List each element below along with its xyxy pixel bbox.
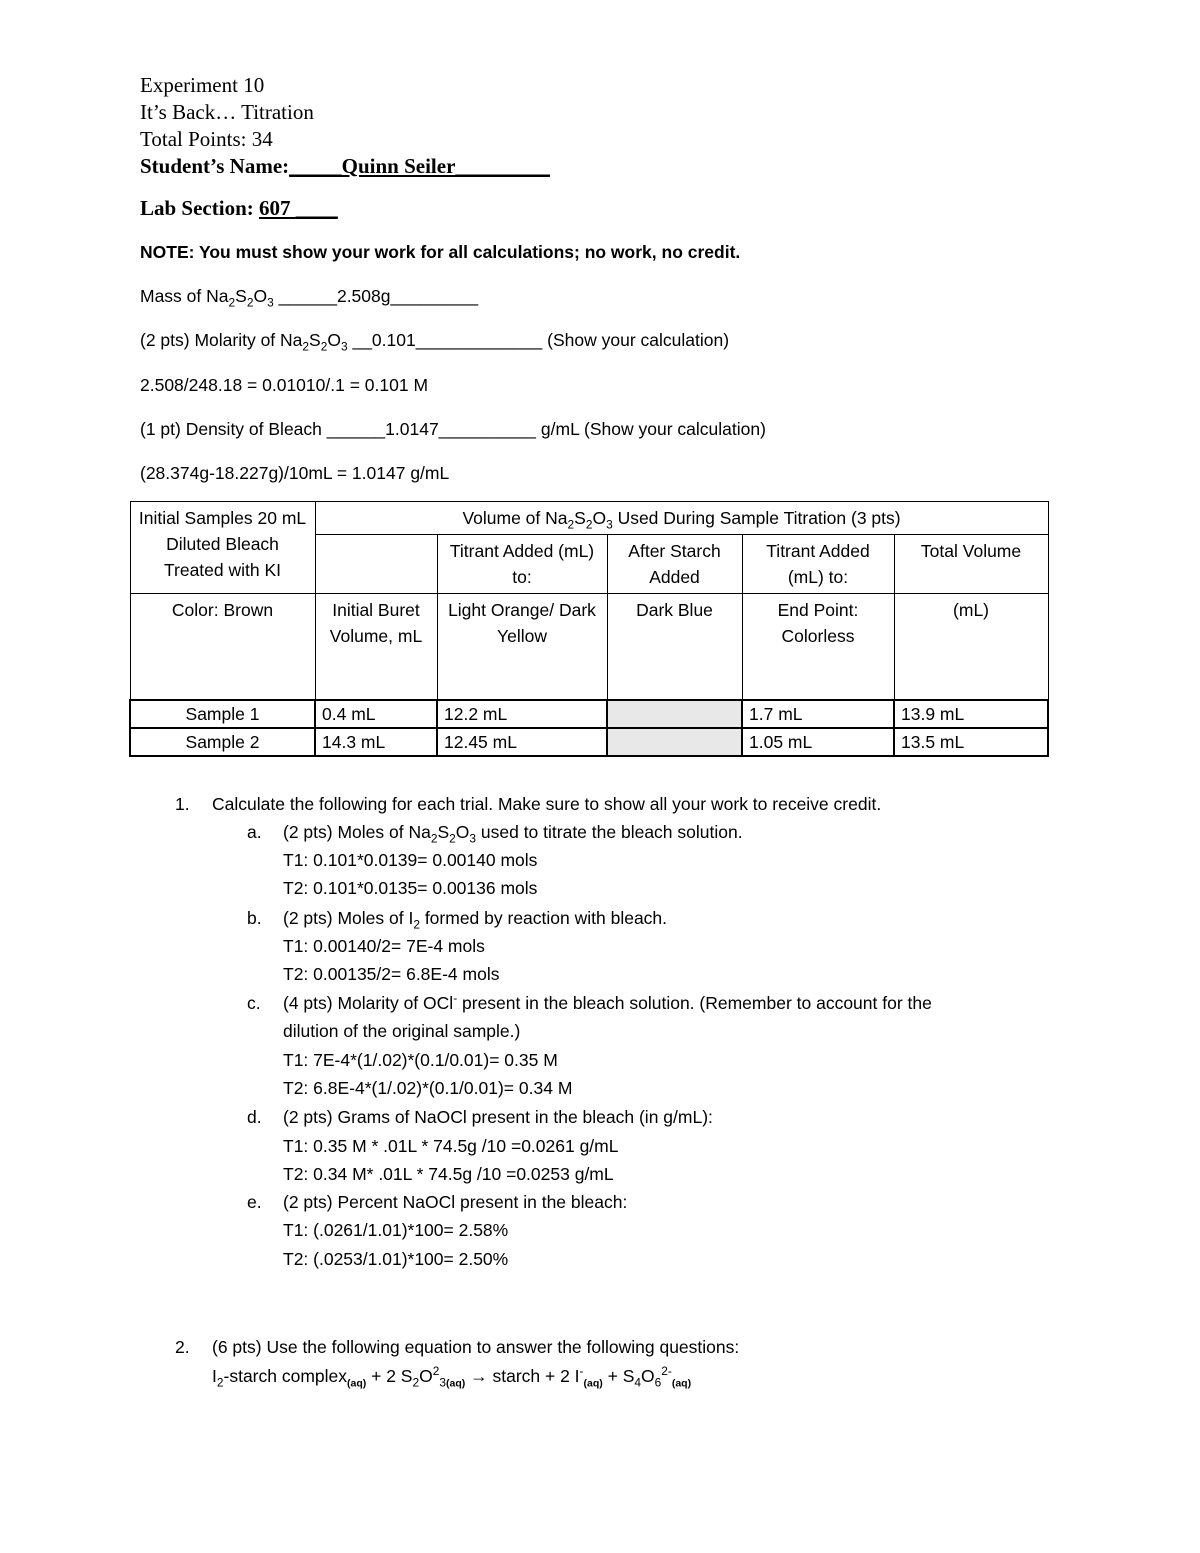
experiment-subtitle: It’s Back… Titration	[140, 100, 314, 124]
total-volume: 13.5 mL	[894, 728, 1048, 756]
col-total-volume: Total Volume	[894, 535, 1048, 594]
qc-letter: c.	[247, 993, 261, 1013]
table-color-row	[130, 594, 1048, 700]
density-line	[140, 419, 766, 440]
qe-t2: T2: (.0253/1.01)*100= 2.50%	[283, 1249, 509, 1269]
qe-letter: e.	[247, 1192, 262, 1212]
qc-text: (4 pts) Molarity of OCl- present in the bleach solution. (Remember to account for the	[283, 991, 932, 1013]
col-titrant-added: Titrant Added (mL) to:	[437, 535, 607, 594]
initial-buret-label: Initial Buret Volume, mL	[315, 594, 437, 700]
after-starch-cell	[607, 700, 742, 728]
table-header-row	[130, 502, 1048, 535]
student-name-line	[140, 153, 550, 180]
qd-t2: T2: 0.34 M* .01L * 74.5g /10 =0.0253 g/mL	[283, 1164, 614, 1184]
student-name-value: _____Quinn Seiler_________	[289, 154, 550, 178]
density-label: (1 pt) Density of Bleach	[140, 419, 322, 439]
after-starch-cell	[607, 728, 742, 756]
molarity-calc: 2.508/248.18 = 0.01010/.1 = 0.101 M	[140, 375, 429, 395]
density-value: ______1.0147__________	[326, 419, 537, 439]
student-name-label: Student’s Name:	[140, 154, 290, 178]
qa-text: (2 pts) Moles of $Na_2S_2O_3$ used to titrate the bleach solution.	[283, 822, 743, 846]
total-points: Total Points: 34	[140, 127, 273, 151]
titrant1-volume: 12.45 mL	[437, 728, 607, 756]
titrant2-volume: 1.05 mL	[742, 728, 894, 756]
qc-line2: dilution of the original sample.)	[283, 1021, 521, 1041]
table-row	[130, 728, 1048, 756]
arrow-icon: →	[470, 1366, 488, 1386]
qd-t1: T1: 0.35 M * .01L * 74.5g /10 =0.0261 g/mL	[283, 1136, 619, 1156]
qa-t2: T2: 0.101*0.0135= 0.00136 mols	[283, 878, 538, 898]
titrant1-volume: 12.2 mL	[437, 700, 607, 728]
qb-text: (2 pts) Moles of $I_2$ formed by reaction with bleach.	[283, 908, 668, 932]
experiment-title: Experiment 10	[140, 73, 265, 97]
table-row	[130, 700, 1048, 728]
density-calc: (28.374g-18.227g)/10mL = 1.0147 g/mL	[140, 463, 450, 483]
qe-text: (2 pts) Percent NaOCl present in the bleach:	[283, 1192, 628, 1212]
qe-t1: T1: (.0261/1.01)*100= 2.58%	[283, 1220, 509, 1240]
molarity-line: (2 pts) Molarity of $Na_2S_2O_3$ __0.101_____________ (Show your calculation)	[140, 330, 730, 354]
mass-line: Mass of $Na_2S_2O_3$ ______2.508g_________	[140, 286, 479, 310]
mass-value: ______2.508g_________	[278, 286, 479, 306]
dark-blue-label: Dark Blue	[607, 594, 742, 700]
qa-t1: T1: 0.101*0.0139= 0.00140 mols	[283, 850, 538, 870]
qd-letter: d.	[247, 1107, 262, 1127]
lab-section-label: Lab Section:	[140, 196, 254, 220]
molarity-value: __0.101_____________	[352, 330, 543, 350]
total-volume: 13.9 mL	[894, 700, 1048, 728]
sample-label: Sample 2	[130, 728, 315, 756]
q2-text: (6 pts) Use the following equation to answer the following questions:	[212, 1337, 740, 1357]
qb-t1: T1: 0.00140/2= 7E-4 mols	[283, 936, 485, 956]
initial-volume: 14.3 mL	[315, 728, 437, 756]
col-after-starch: After Starch Added	[607, 535, 742, 594]
qb-letter: b.	[247, 908, 262, 928]
volume-header: Volume of $Na_2S_2O_3$ Used During Sample Titration (3 pts)	[315, 502, 1048, 535]
mass-label: Mass of Na	[140, 286, 229, 306]
qa-letter: a.	[247, 822, 262, 842]
table-corner-cell: Initial Samples 20 mL Diluted Bleach Treated with KI	[130, 502, 315, 594]
qc-t1: T1: 7E-4*(1/.02)*(0.1/0.01)= 0.35 M	[283, 1050, 558, 1070]
col-titrant-added-2: Titrant Added (mL) to:	[742, 535, 894, 594]
molarity-label: (2 pts) Molarity of Na	[140, 330, 303, 350]
light-orange-label: Light Orange/ Dark Yellow	[437, 594, 607, 700]
q1-number: 1.	[175, 794, 190, 814]
end-point-label: End Point: Colorless	[742, 594, 894, 700]
table-empty-cell	[315, 535, 437, 594]
titrant2-volume: 1.7 mL	[742, 700, 894, 728]
initial-volume: 0.4 mL	[315, 700, 437, 728]
qb-t2: T2: 0.00135/2= 6.8E-4 mols	[283, 964, 500, 984]
q2-number: 2.	[175, 1337, 190, 1357]
density-suffix: g/mL (Show your calculation)	[540, 419, 766, 439]
titration-table	[129, 501, 1049, 757]
lab-section-line: Lab Section: 607 ____	[140, 196, 338, 220]
qd-text: (2 pts) Grams of NaOCl present in the bleach (in g/mL):	[283, 1107, 713, 1127]
note-text: NOTE: You must show your work for all calculations; no work, no credit.	[140, 242, 741, 262]
qc-t2: T2: 6.8E-4*(1/.02)*(0.1/0.01)= 0.34 M	[283, 1078, 573, 1098]
lab-section-value: 607	[259, 196, 296, 220]
q1-text: Calculate the following for each trial. Make sure to show all your work to receive credit.	[212, 794, 882, 814]
ml-unit-label: (mL)	[894, 594, 1048, 700]
sample-label: Sample 1	[130, 700, 315, 728]
reaction-equation: $I_2$-starch complex$_{(aq)}$ + 2 $S_2O^2_{3(aq)}$ → starch + 2 $I^-_{(aq)} + S_4O_6^{2-}_{(aq)}$	[212, 1364, 692, 1390]
molarity-suffix: (Show your calculation)	[547, 330, 730, 350]
color-label: Color: Brown	[130, 594, 315, 700]
